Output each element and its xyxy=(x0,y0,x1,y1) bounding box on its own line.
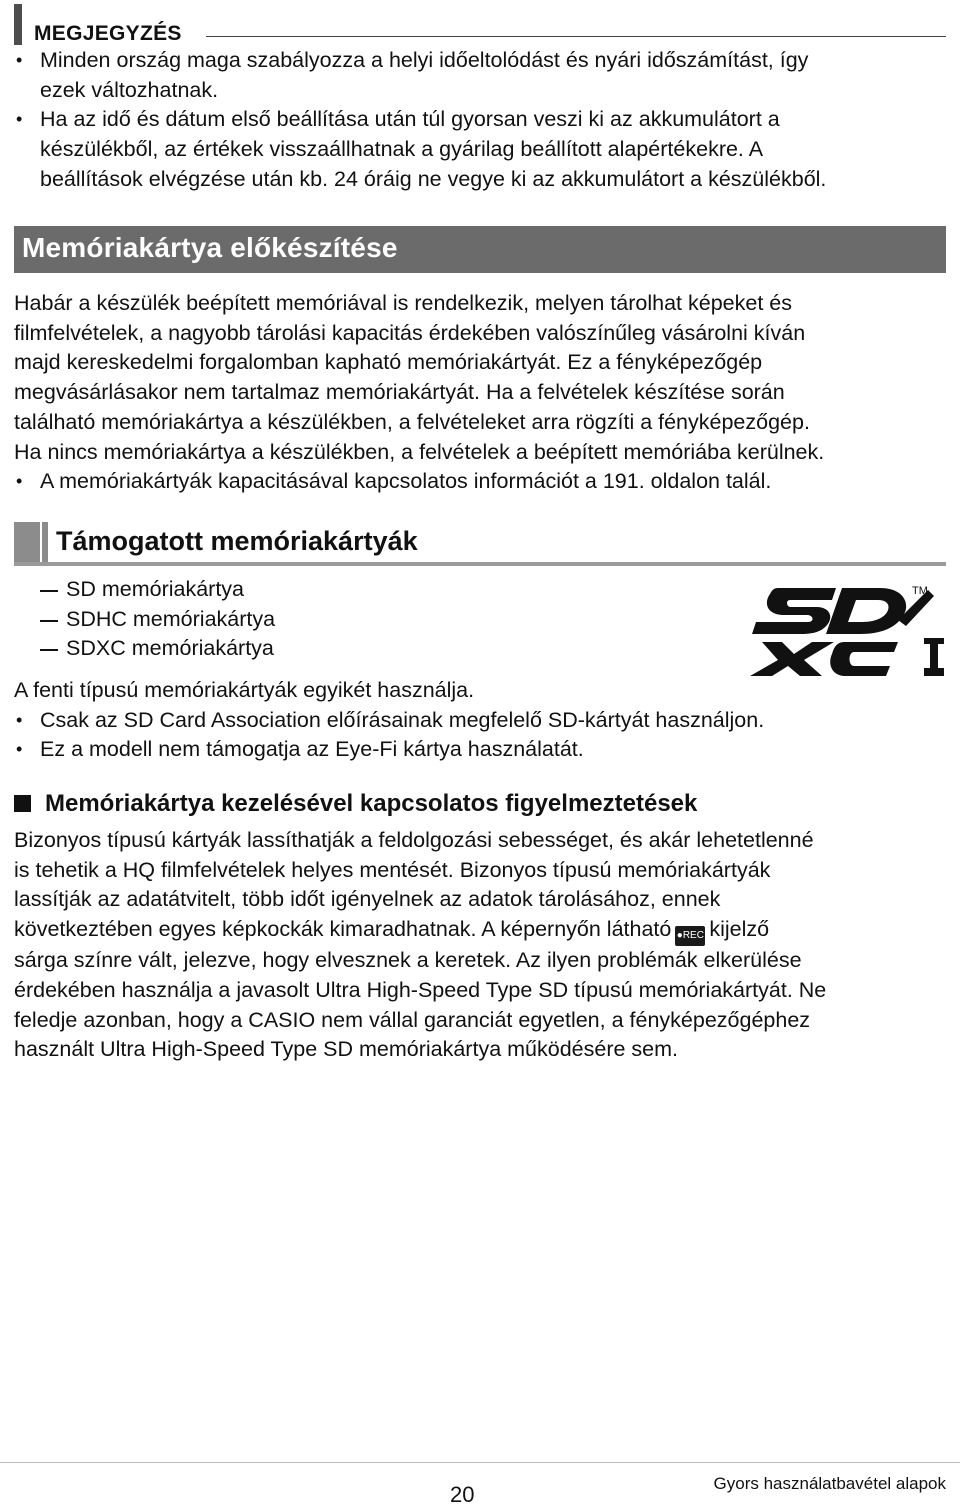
section-title: Memóriakártya előkészítése xyxy=(22,232,398,263)
intro-line-5: található memóriakártya a készülékben, a felvételeket arra rögzíti a fényképezőgép. xyxy=(14,409,810,434)
instruction-line: A fenti típusú memóriakártyák egyikét használja. xyxy=(14,678,475,702)
caution-line-1: Bizonyos típusú kártyák lassíthatják a feldolgozási sebességet, és akár lehetetlenné xyxy=(14,828,814,852)
intro-bullet: • A memóriakártyák kapacitásával kapcsolatos információt a 191. oldalon talál. xyxy=(14,467,824,497)
card-bullet-2: • Ez a modell nem támogatja az Eye-Fi kártya használatát. xyxy=(14,735,764,765)
card-instructions xyxy=(14,676,764,765)
section-intro xyxy=(14,289,824,497)
caution-body xyxy=(14,826,826,1065)
card-bullet-1: • Csak az SD Card Association előírásainak megfelelő SD-kártyát használjon. xyxy=(14,706,764,736)
intro-line-6: Ha nincs memóriakártya a készülékben, a felvételek a beépített memóriába kerülnek. xyxy=(14,439,825,464)
caution-title: Memóriakártya kezelésével kapcsolatos figyelmeztetések xyxy=(45,790,698,817)
intro-line-1: Habár a készülék beépített memóriával is rendelkezik, melyen tárolhat képeket és xyxy=(14,291,792,315)
note-bullet-1-line-2: ezek változhatnak. xyxy=(40,77,219,102)
card-item-sd: SD memóriakártya xyxy=(14,575,275,605)
note-title: MEGJEGYZÉS xyxy=(34,22,182,45)
logo-tm: TM xyxy=(912,585,928,597)
square-bullet-icon xyxy=(14,795,31,812)
card-list xyxy=(14,575,275,664)
note-bullet-2-line-1: • Ha az idő és dátum első beállítása után túl gyorsan veszi ki az akkumulátort a xyxy=(14,105,826,135)
intro-line-2: filmfelvételek, a nagyobb tárolási kapacitás érdekében valószínűleg vásárolni kíván xyxy=(14,320,806,345)
caution-line-2: is tehetik a HQ filmfelvételek helyes mentését. Bizonyos típusú memóriakártyák xyxy=(14,857,771,882)
subsection-bar-thin xyxy=(42,522,48,563)
caution-heading xyxy=(14,790,697,818)
caution-line-3: lassítják az adatátvitelt, több időt igényelnek az adatok tárolásához, ennek xyxy=(14,887,721,912)
card-item-sdhc: SDHC memóriakártya xyxy=(14,605,275,635)
note-bullet-1-line-1: • Minden ország maga szabályozza a helyi időeltolódást és nyári időszámítást, így xyxy=(14,46,826,76)
footer-title: Gyors használatbavétel alapok xyxy=(713,1474,946,1493)
subsection-title: Támogatott memóriakártyák xyxy=(56,526,418,556)
sdxc-logo xyxy=(748,580,948,680)
note-bullet-2-line-3: beállítások elvégzése után kb. 24 óráig ne vegye ki az akkumulátort a készülékből. xyxy=(40,166,827,191)
caution-line-4 xyxy=(14,915,826,946)
caution-line-8: használt Ultra High-Speed Type SD memóriakártya működésére sem. xyxy=(14,1037,679,1062)
note-header xyxy=(14,4,946,44)
caution-line-4-a: következtében egyes képkockák kimaradhatnak. A képernyőn látható xyxy=(14,917,672,942)
caution-line-6: érdekében használja a javasolt Ultra High-Speed Type SD típusú memóriakártyát. Ne xyxy=(14,977,827,1002)
note-bar xyxy=(14,4,22,45)
footer-rule xyxy=(0,1462,960,1463)
caution-line-7: feledje azonban, hogy a CASIO nem vállal garanciát egyetlen, a fényképezőgéphez xyxy=(14,1007,811,1032)
caution-line-5: sárga színre vált, jelezve, hogy elvesznek a keretek. Az ilyen problémák elkerülése xyxy=(14,948,802,973)
subsection-bar xyxy=(14,522,40,563)
intro-line-4: megvásárlásakor nem tartalmaz memóriakártyát. Ha a felvételek készítése során xyxy=(14,380,785,405)
subsection-heading xyxy=(14,522,946,568)
subsection-rule xyxy=(14,562,946,566)
note-bullet-2-line-2: készülékből, az értékek visszaállhatnak a gyárilag beállított alapértékekre. A xyxy=(40,137,764,162)
caution-line-4-b: kijelző xyxy=(709,917,770,942)
card-item-sdxc: SDXC memóriakártya xyxy=(14,634,275,664)
note-rule xyxy=(206,36,946,37)
intro-line-3: majd kereskedelmi forgalomban kapható memóriakártyát. Ez a fényképezőgép xyxy=(14,350,763,375)
note-body xyxy=(14,46,826,195)
section-heading xyxy=(14,226,946,273)
page-number: 20 xyxy=(450,1482,475,1507)
rec-indicator-icon: ●REC xyxy=(675,926,705,946)
